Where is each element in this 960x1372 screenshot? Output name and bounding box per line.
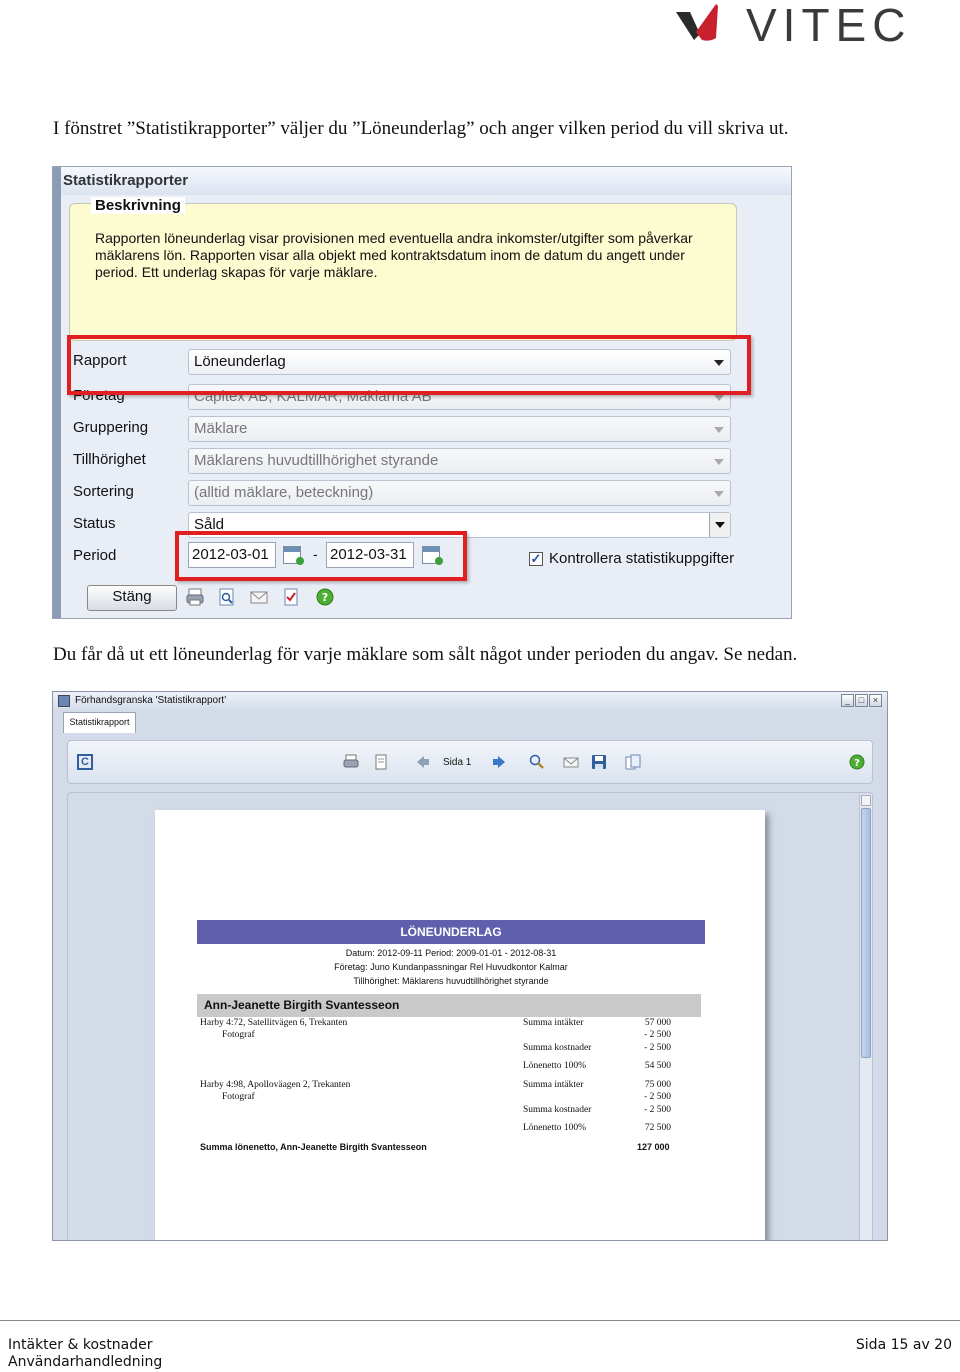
dialog-title: Statistikrapporter: [53, 167, 791, 195]
tillhorighet-select[interactable]: [188, 448, 731, 474]
row-label: Summa intäkter: [523, 1018, 584, 1028]
previous-page-icon[interactable]: [415, 754, 431, 770]
footer-title: Intäkter & kostnader: [8, 1337, 153, 1353]
row-value: 54 500: [644, 1061, 671, 1071]
rapport-highlight: [67, 335, 751, 395]
zoom-icon[interactable]: [529, 754, 545, 770]
chevron-down-icon: [714, 491, 724, 497]
chevron-down-icon: [714, 459, 724, 465]
status-value: Såld: [194, 516, 225, 533]
status-dropdown-button[interactable]: [709, 513, 730, 537]
sortering-value: (alltid mäklare, beteckning): [194, 484, 374, 501]
tab-statistikrapport[interactable]: Statistikrapport: [63, 712, 136, 733]
agent-name: Ann-Jeanette Birgith Svantesseon: [197, 994, 701, 1017]
description-text: Rapporten löneunderlag visar provisionen med eventuella andra inkomster/utgifter som påverkar mäklarens lön. Rapporten visar alla objekt med kontraktsdatum inom de datum du angett under period. Ett underlag skapas för varje mäklare.: [95, 230, 693, 280]
object-type: Fotograf: [222, 1092, 255, 1102]
row-value: - 2 500: [644, 1092, 671, 1102]
row-value: 57 000: [644, 1018, 671, 1028]
report-preview-window: [52, 691, 888, 1241]
middle-paragraph: Du får då ut ett löneunderlag för varje mäklare som sålt något under perioden du angav. Se nedan.: [53, 644, 798, 665]
total-label: Summa lönenetto, Ann-Jeanette Birgith Svantesseon: [200, 1142, 427, 1152]
intro-paragraph: I fönstret ”Statistikrapporter” väljer du ”Löneunderlag” och anger vilken period du vill skriva ut.: [53, 118, 789, 139]
row-value: 72 500: [644, 1123, 671, 1133]
scroll-thumb[interactable]: [861, 808, 871, 1058]
help-glyph: ?: [321, 591, 329, 604]
footer-divider: [0, 1320, 960, 1321]
rapport-value: Löneunderlag: [194, 353, 286, 370]
vitec-logo-mark: [672, 2, 742, 44]
footer-page-number: Sida 15 av 20: [855, 1337, 952, 1353]
save-icon[interactable]: [591, 754, 607, 770]
help-icon[interactable]: [315, 587, 335, 607]
foretag-label: Företag: [73, 387, 125, 404]
object-type: Fotograf: [222, 1030, 255, 1040]
next-page-icon[interactable]: [491, 754, 507, 770]
report-affiliation-line: Tillhörighet: Mäklarens huvudtillhörighet styrande: [353, 976, 549, 986]
footer-subtitle: Användarhandledning: [8, 1354, 163, 1370]
report-title: LÖNEUNDERLAG: [197, 920, 705, 944]
object-address: Harby 4:72, Satellitvägen 6, Trekanten: [200, 1018, 348, 1028]
total-value: 127 000: [637, 1142, 670, 1152]
sortering-label: Sortering: [73, 483, 134, 500]
gruppering-value: Mäklare: [194, 420, 248, 437]
period-label: Period: [73, 547, 117, 564]
status-label: Status: [73, 515, 116, 532]
row-label: Summa intäkter: [523, 1080, 584, 1090]
tillhorighet-label: Tillhörighet: [73, 451, 146, 468]
checklist-icon[interactable]: [281, 587, 301, 607]
gruppering-label: Gruppering: [73, 419, 149, 436]
object-address: Harby 4:98, Apolloväagen 2, Trekanten: [200, 1080, 351, 1090]
minimize-button[interactable]: _: [841, 694, 854, 707]
row-value: - 2 500: [644, 1030, 671, 1040]
stang-button[interactable]: Stäng: [87, 585, 177, 611]
preview-window-title: Förhandsgranska 'Statistikrapport': [53, 692, 887, 710]
row-label: Summa kostnader: [523, 1105, 592, 1115]
email-icon[interactable]: [249, 587, 269, 607]
period-from-input[interactable]: 2012-03-01: [188, 542, 276, 568]
page-setup-icon[interactable]: [373, 754, 389, 770]
period-highlight: [175, 531, 467, 581]
row-value: 75 000: [644, 1080, 671, 1090]
description-title: Beskrivning: [91, 197, 185, 214]
report-company-line: Företag: Juno Kundanpassningar Rel Huvudkontor Kalmar: [334, 962, 568, 972]
rapport-label: Rapport: [73, 352, 127, 369]
row-label: Lönenetto 100%: [523, 1061, 587, 1071]
row-value: - 2 500: [644, 1043, 671, 1053]
dialog-left-bar: [53, 167, 61, 618]
app-icon: [58, 695, 70, 707]
print-preview-icon[interactable]: [217, 587, 237, 607]
chevron-down-icon: [714, 395, 724, 401]
row-label: Summa kostnader: [523, 1043, 592, 1053]
period-separator: -: [313, 546, 318, 562]
row-label: Lönenetto 100%: [523, 1123, 587, 1133]
chevron-down-icon: [714, 427, 724, 433]
sortering-select[interactable]: [188, 480, 731, 506]
close-window-button[interactable]: ×: [869, 694, 882, 707]
kontrollera-checkbox[interactable]: ✓: [530, 551, 542, 566]
print-icon[interactable]: [185, 587, 205, 607]
maximize-button[interactable]: □: [855, 694, 868, 707]
foretag-value: Capitex AB, KALMAR, Mäklarna AB: [194, 388, 432, 405]
report-date-line: Datum: 2012-09-11 Period: 2009-01-01 - 2012-08-31: [345, 948, 557, 958]
statistikrapporter-dialog: [52, 166, 792, 619]
help-icon[interactable]: [849, 754, 865, 770]
kontrollera-label: Kontrollera statistikuppgifter: [549, 550, 735, 567]
print-icon[interactable]: [343, 754, 359, 770]
tillhorighet-value: Mäklarens huvudtillhörighet styrande: [194, 452, 439, 469]
row-value: - 2 500: [644, 1105, 671, 1115]
scroll-up-button[interactable]: [861, 795, 871, 806]
close-report-icon[interactable]: C: [77, 754, 93, 770]
export-icon[interactable]: [625, 754, 641, 770]
page-selector[interactable]: Sida 1: [443, 757, 472, 768]
gruppering-select[interactable]: [188, 416, 731, 442]
period-to-input[interactable]: 2012-03-31: [326, 542, 414, 568]
email-icon[interactable]: [563, 754, 579, 770]
vertical-scrollbar[interactable]: [859, 794, 872, 1241]
help-glyph: ?: [854, 758, 860, 769]
vitec-logo-text: VITEC: [746, 0, 912, 51]
vitec-logo: [672, 0, 928, 51]
